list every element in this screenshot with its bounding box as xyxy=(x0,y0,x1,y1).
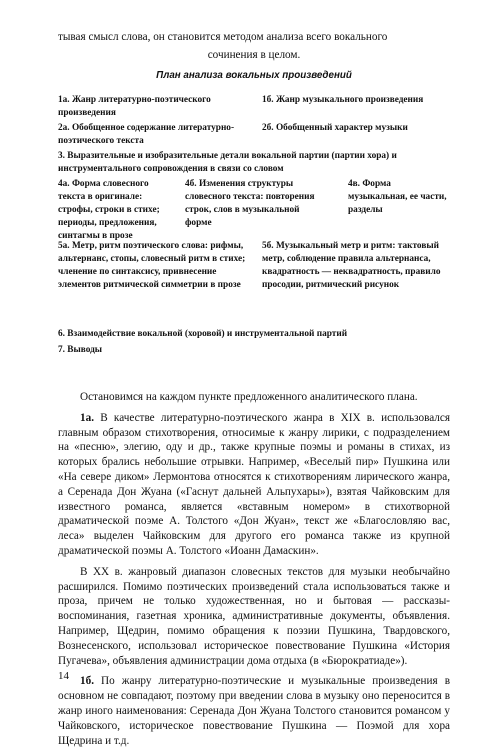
intro-line-2: сочинения в целом. xyxy=(207,49,301,61)
plan-item-5a: 5а. Метр, ритм поэтического слова: рифмы, альтернанс, стопы, словесный ритм в стихе; членение по синтаксису, привнесение элементов ритмической симметрии в прозе xyxy=(58,241,246,290)
paragraph-1: Остановимся на каждом пункте предложенного аналитического плана. xyxy=(80,391,418,403)
paragraph-2: 1а. В качестве литературно-поэтического жанра в XIX в. использовался главным образом стихотворения, относимые к жанру лирики, с подразделением на «песню», элегию, оду и др., также крупные поэмы и романы в стихах, из которых брались небольшие отрывки. Например, «Веселый пир» Пушкина или «На севере диком» Лермонтова относятся к стихотворениям лирического жанра, а Серенада Дон Жуана («Гаснут дальней Альпухары»), взятая Чайковским для известного романса, является «вставным номером» в стихотворной драматической поэме А. Толстого «Дон Жуан», текст же «Благословляю вас, леса» выделен Чайковским для другого его романса также из крупной драматической поэмы А. Толстого «Иоанн Дамаскин». xyxy=(58,411,450,557)
intro-line-1: тывая смысл слова, он становится методом анализа всего вокального xyxy=(58,31,388,43)
plan-item-6: 6. Взаимодействие вокальной (хоровой) и инструментальной партий xyxy=(58,329,348,339)
plan-item-4v: 4в. Форма музыкальная, ее части, разделы xyxy=(348,179,447,215)
plan-item-4b: 4б. Изменения структуры словесного текста: повторения строк, слов в музыкальной форме xyxy=(185,179,315,228)
paragraph-3: В XX в. жанровый диапазон словесных текстов для музыки необычайно расширился. Помимо поэтических произведений стала использоваться также и проза, причем не только художественная, но и бытовая — рассказы-воспоминания, газетная хроника, административные документы, объявления. Например, Щедрин, помимо обращения к поэзии Пушкина, Твардовского, Вознесенского, использовал историческое повествование Пушкина «История Пугачева», объявления администрации дома отдыха (в «Бюрократиаде»). xyxy=(58,565,450,667)
intro-paragraph xyxy=(58,28,450,64)
body-text xyxy=(58,390,450,748)
plan-item-4a: 4а. Форма словесного текста в оригинале: строфы, строки в стихе; периоды, предложения, синтагмы в прозе xyxy=(58,179,160,241)
plan-item-2a: 2а. Обобщенное содержание литературно-поэтического текста xyxy=(58,123,235,146)
page-number: 14 xyxy=(58,670,69,682)
item-marker-1a: 1а. xyxy=(80,411,94,424)
plan-item-5b: 5б. Музыкальный метр и ритм: тактовый метр, соблюдение правила альтернанса, квадратность — неквадратность, правило просодии, ритмический рисунок xyxy=(262,241,441,290)
item-marker-1b: 1б. xyxy=(80,675,94,688)
plan-item-2b: 2б. Обобщенный характер музыки xyxy=(262,123,408,133)
plan-item-1a: 1а. Жанр литературно-поэтического произведения xyxy=(58,95,211,118)
paragraph-4: 1б. По жанру литературно-поэтические и музыкальные произведения в основном не совпадают, поэтому при введении слова в музыку оно переносится в жанр иного наименования: Серенада Дон Жуана Толстого становится романсом у Чайковского, историческое повествование Пушкина — Поэмой для хора Щедрина и т.д. xyxy=(58,675,450,747)
plan-title: План анализа вокальных произведений xyxy=(156,70,352,81)
plan-item-3: 3. Выразительные и изобразительные детали вокальной партии (партии хора) и инструментального сопровождения в связи со словом xyxy=(58,151,397,174)
plan-item-1b: 1б. Жанр музыкального произведения xyxy=(262,95,424,105)
plan-item-7: 7. Выводы xyxy=(58,345,103,355)
